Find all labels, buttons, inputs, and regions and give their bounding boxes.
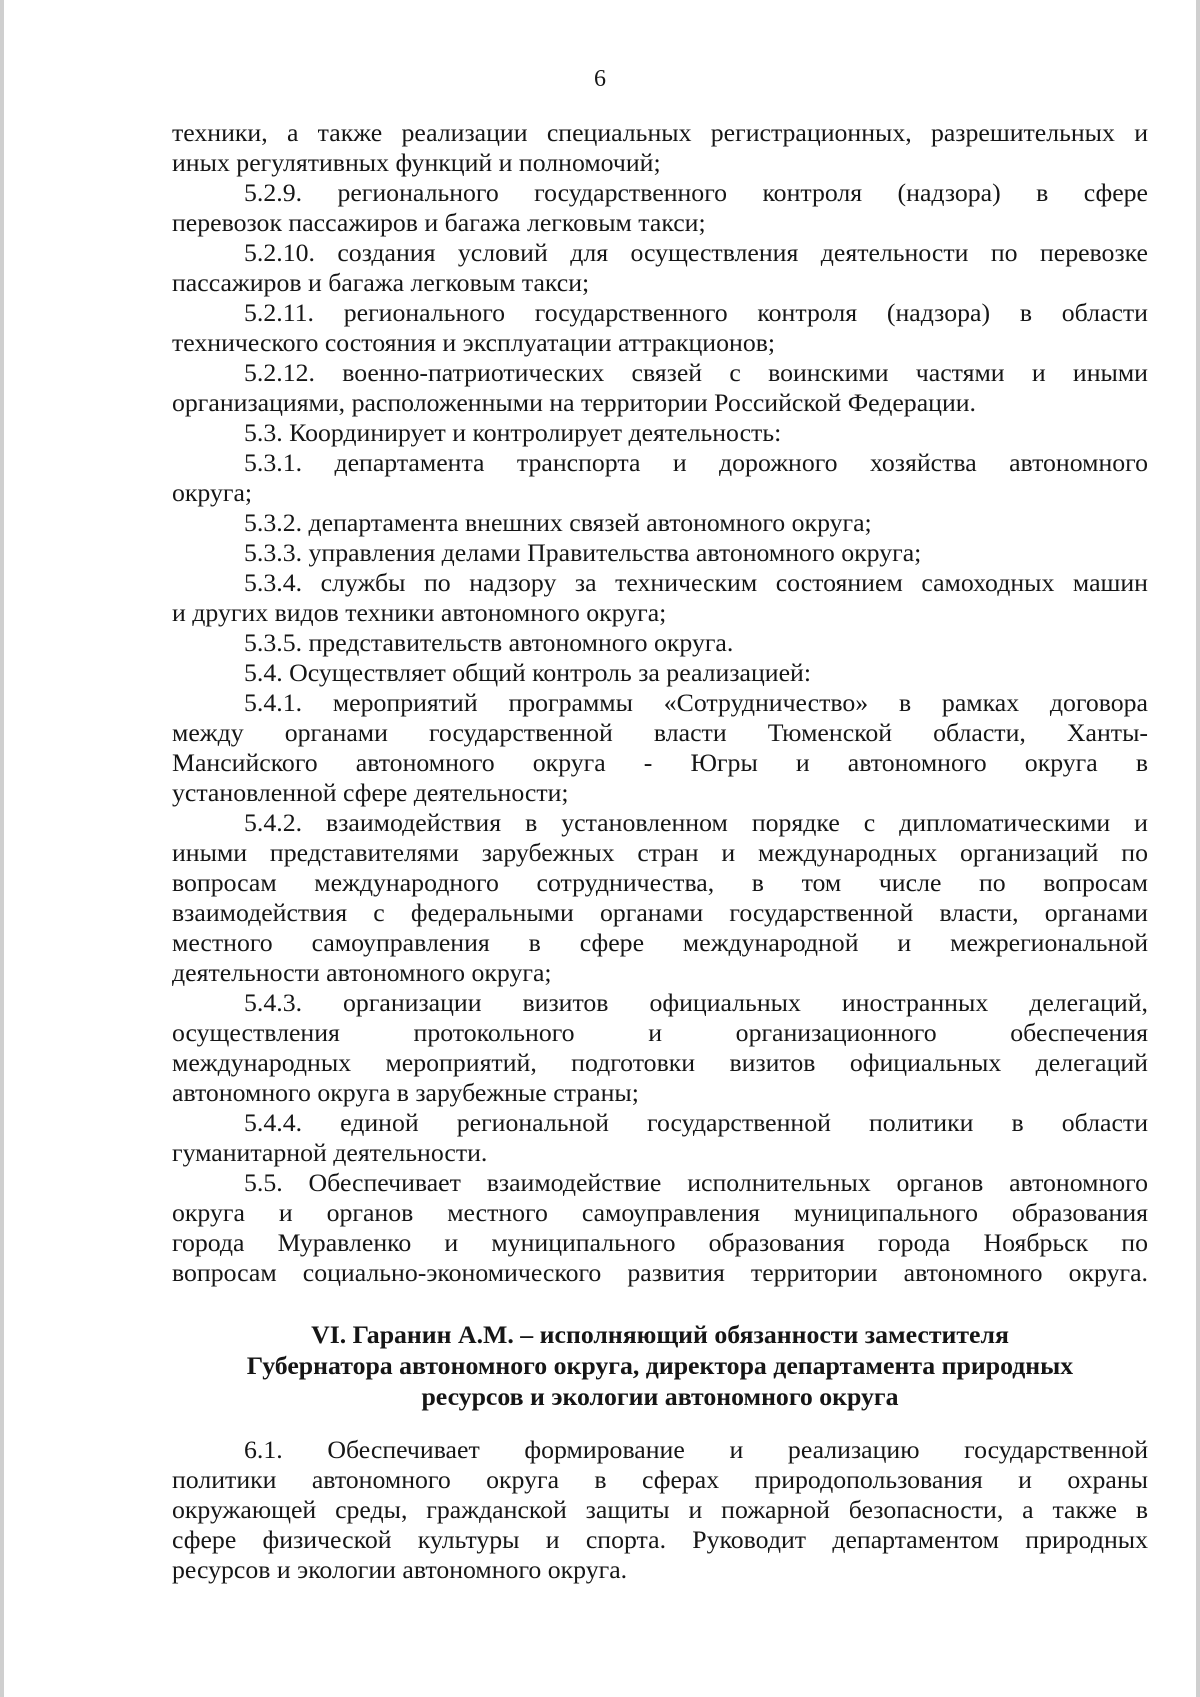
text-line: деятельности автономного округа; xyxy=(172,958,552,987)
text-line: международных мероприятий, подготовки визитов официальных делегаций xyxy=(172,1048,1148,1077)
clause-6-1: 6.1. Обеспечивает формирование и реализацию государственной xyxy=(244,1435,1148,1464)
text-line: технического состояния и эксплуатации аттракционов; xyxy=(172,328,776,357)
section-body-text xyxy=(172,1435,1148,1585)
text-line: взаимодействия с федеральными органами государственной власти, органами xyxy=(172,898,1148,927)
section-heading-line: Губернатора автономного округа, директора департамента природных xyxy=(246,1351,1074,1380)
text-line: политики автономного округа в сферах природопользования и охраны xyxy=(172,1465,1148,1494)
clause-5-2-11: 5.2.11. регионального государственного контроля (надзора) в области xyxy=(244,298,1148,327)
text-line: ресурсов и экологии автономного округа. xyxy=(172,1555,628,1584)
clause-5-4-4: 5.4.4. единой региональной государственной политики в области xyxy=(244,1108,1148,1137)
clause-5-2-10: 5.2.10. создания условий для осуществления деятельности по перевозке xyxy=(244,238,1148,267)
scan-left-edge xyxy=(0,0,4,1697)
clause-5-4-3: 5.4.3. организации визитов официальных иностранных делегаций, xyxy=(244,988,1148,1017)
clause-5-3-1: 5.3.1. департамента транспорта и дорожного хозяйства автономного xyxy=(244,448,1148,477)
text-line: Мансийского автономного округа - Югры и автономного округа в xyxy=(172,748,1148,777)
clause-5-4: 5.4. Осуществляет общий контроль за реализацией: xyxy=(244,658,812,687)
text-line: автономного округа в зарубежные страны; xyxy=(172,1078,639,1107)
text-line: осуществления протокольного и организационного обеспечения xyxy=(172,1018,1148,1047)
text-line: вопросам международного сотрудничества, в том числе по вопросам xyxy=(172,868,1148,897)
clause-5-3-5: 5.3.5. представительств автономного округа. xyxy=(244,628,734,657)
text-line: гуманитарной деятельности. xyxy=(172,1138,488,1167)
scan-right-edge xyxy=(1196,0,1200,1697)
section-heading-line: VI. Гаранин А.М. – исполняющий обязанности заместителя xyxy=(311,1320,1009,1349)
clause-5-3: 5.3. Координирует и контролирует деятельность: xyxy=(244,418,782,447)
clause-5-5: 5.5. Обеспечивает взаимодействие исполнительных органов автономного xyxy=(244,1168,1148,1197)
text-line: иных регулятивных функций и полномочий; xyxy=(172,148,661,177)
text-line: пассажиров и багажа легковым такси; xyxy=(172,268,590,297)
text-line: и других видов техники автономного округа; xyxy=(172,598,667,627)
text-line: местного самоуправления в сфере международной и межрегиональной xyxy=(172,928,1148,957)
text-line: организациями, расположенными на территории Российской Федерации. xyxy=(172,388,977,417)
body-text xyxy=(172,118,1148,1288)
text-line: перевозок пассажиров и багажа легковым такси; xyxy=(172,208,706,237)
text-line: между органами государственной власти Тюменской области, Ханты- xyxy=(172,718,1148,747)
page-number: 6 xyxy=(594,66,606,92)
clause-5-4-2: 5.4.2. взаимодействия в установленном порядке с дипломатическими и xyxy=(244,808,1148,837)
section-heading xyxy=(172,1319,1148,1412)
section-heading-line: ресурсов и экологии автономного округа xyxy=(421,1382,899,1411)
clause-5-3-2: 5.3.2. департамента внешних связей автономного округа; xyxy=(244,508,872,537)
clause-5-3-3: 5.3.3. управления делами Правительства автономного округа; xyxy=(244,538,922,567)
text-line: сфере физической культуры и спорта. Руководит департаментом природных xyxy=(172,1525,1148,1554)
clause-5-2-9: 5.2.9. регионального государственного контроля (надзора) в сфере xyxy=(244,178,1148,207)
text-line: окружающей среды, гражданской защиты и пожарной безопасности, а также в xyxy=(172,1495,1148,1524)
clause-5-2-12: 5.2.12. военно-патриотических связей с воинскими частями и иными xyxy=(244,358,1148,387)
text-line: округа и органов местного самоуправления муниципального образования xyxy=(172,1198,1148,1227)
text-line: техники, а также реализации специальных регистрационных, разрешительных и xyxy=(172,118,1148,147)
text-line: вопросам социально-экономического развития территории автономного округа. xyxy=(172,1258,1148,1287)
clause-5-3-4: 5.3.4. службы по надзору за техническим состоянием самоходных машин xyxy=(244,568,1148,597)
text-line: округа; xyxy=(172,478,253,507)
clause-5-4-1: 5.4.1. мероприятий программы «Сотрудничество» в рамках договора xyxy=(244,688,1148,717)
text-line: города Муравленко и муниципального образования города Ноябрьск по xyxy=(172,1228,1148,1257)
text-line: установленной сфере деятельности; xyxy=(172,778,569,807)
text-line: иными представителями зарубежных стран и международных организаций по xyxy=(172,838,1148,867)
